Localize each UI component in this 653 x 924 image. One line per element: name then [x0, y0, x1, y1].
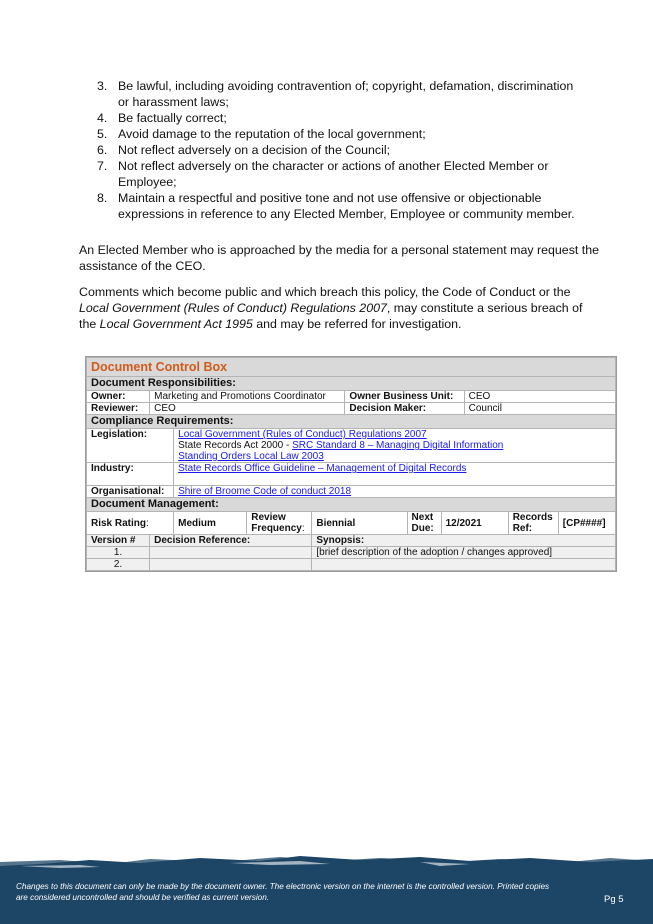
act-title: Local Government Act 1995: [99, 317, 253, 331]
footer-disclaimer: [16, 881, 576, 903]
next-due-label-text: Due:: [411, 523, 434, 534]
decision-reference-value: [150, 547, 312, 559]
colon: :: [146, 517, 149, 529]
version-number: 2.: [87, 559, 150, 571]
list-number: 3.: [97, 79, 108, 93]
industry-value: [174, 463, 616, 486]
owner-label: Owner:: [87, 391, 150, 403]
risk-rating-label: [87, 512, 174, 535]
synopsis-value: [brief description of the adoption / changes approved]: [312, 547, 616, 559]
synopsis-value: [312, 559, 616, 571]
list-number: 5.: [97, 127, 108, 141]
list-number: 4.: [97, 111, 108, 125]
decision-maker-label: Decision Maker:: [345, 403, 464, 415]
document-control-box: [85, 356, 617, 572]
legislation-link[interactable]: Local Government (Rules of Conduct) Regulations 2007: [178, 429, 427, 440]
organisational-link[interactable]: Shire of Broome Code of conduct 2018: [178, 486, 352, 497]
decision-maker-value: Council: [464, 403, 615, 415]
list-text: Avoid damage to the reputation of the local government;: [118, 127, 426, 141]
risk-rating-label-text: Risk Rating: [91, 517, 147, 529]
records-ref-label: [508, 512, 558, 535]
paragraph-text: and may be referred for investigation.: [252, 317, 462, 331]
page-number: Pg 5: [604, 894, 624, 905]
list-number: 7.: [97, 159, 108, 173]
paragraph-text: Comments which become public and which breach this policy, the Code of Conduct or the: [79, 285, 571, 299]
reviewer-label: Reviewer:: [87, 403, 150, 415]
legislation-link[interactable]: SRC Standard 8 – Managing Digital Information: [292, 440, 504, 451]
records-ref-label-text: Records: [512, 512, 553, 523]
control-table: [86, 357, 616, 571]
next-due-value: 12/2021: [441, 512, 508, 535]
regulation-title: Local Government (Rules of Conduct) Regulations 2007: [79, 301, 387, 315]
records-ref-label-text: Ref:: [512, 523, 533, 534]
disclaimer-line: Changes to this document can only be made by the document owner. The electronic version on the internet is the controlled version. Printed copies: [16, 882, 550, 891]
responsibilities-heading: Document Responsibilities:: [87, 377, 616, 391]
list-text: Not reflect adversely on a decision of the Council;: [118, 143, 391, 157]
review-frequency-label-text: Frequency: [251, 523, 302, 534]
decision-reference-label: Decision Reference:: [150, 535, 312, 547]
compliance-heading: Compliance Requirements:: [87, 415, 616, 429]
list-item: [97, 110, 587, 126]
list-number: 8.: [97, 191, 108, 205]
paragraph-text: , may constitute a serious breach of the: [79, 301, 583, 331]
version-number: 1.: [87, 547, 150, 559]
list-item: [97, 126, 587, 142]
management-heading: Document Management:: [87, 498, 616, 512]
review-frequency-value: Biennial: [312, 512, 407, 535]
list-item: [97, 158, 587, 190]
reviewer-value: CEO: [150, 403, 345, 415]
list-text: Not reflect adversely on the character or actions of another Elected Member or Employee;: [118, 159, 549, 189]
industry-link[interactable]: State Records Office Guideline – Management of Digital Records: [178, 463, 467, 474]
colon: :: [301, 523, 305, 534]
version-label: Version #: [87, 535, 150, 547]
owner-business-unit-value: CEO: [464, 391, 615, 403]
risk-rating-value: Medium: [174, 512, 247, 535]
industry-label: Industry:: [87, 463, 174, 486]
list-text: Maintain a respectful and positive tone and not use offensive or objectionable expressions in reference to any Elected Member, Employee or community member.: [118, 191, 575, 221]
list-text: Be lawful, including avoiding contravention of; copyright, defamation, discrimination or harassment laws;: [118, 79, 574, 109]
list-number: 6.: [97, 143, 108, 157]
owner-business-unit-label: Owner Business Unit:: [345, 391, 464, 403]
review-frequency-label: [247, 512, 312, 535]
list-item: [97, 78, 587, 110]
legislation-text: State Records Act 2000 -: [178, 440, 293, 451]
breach-paragraph: [79, 284, 599, 332]
owner-value: Marketing and Promotions Coordinator: [150, 391, 345, 403]
decision-reference-value: [150, 559, 312, 571]
list-text: Be factually correct;: [118, 111, 227, 125]
synopsis-label: Synopsis:: [312, 535, 616, 547]
next-due-label: [407, 512, 441, 535]
disclaimer-line: are considered uncontrolled and should be verified as current version.: [16, 893, 270, 902]
list-item: [97, 190, 587, 222]
organisational-value: [174, 486, 616, 498]
organisational-label: Organisational:: [87, 486, 174, 498]
legislation-label: Legislation:: [87, 429, 174, 463]
media-paragraph: An Elected Member who is approached by the media for a personal statement may request the assistance of the CEO.: [79, 243, 600, 273]
records-ref-value: [CP####]: [558, 512, 615, 535]
legislation-link[interactable]: Standing Orders Local Law 2003: [178, 451, 324, 462]
box-title: Document Control Box: [87, 358, 616, 377]
list-item: [97, 142, 587, 158]
policy-list: [97, 78, 587, 222]
review-frequency-label-text: Review: [251, 512, 286, 523]
next-due-label-text: Next: [411, 512, 434, 523]
legislation-value: [174, 429, 616, 463]
